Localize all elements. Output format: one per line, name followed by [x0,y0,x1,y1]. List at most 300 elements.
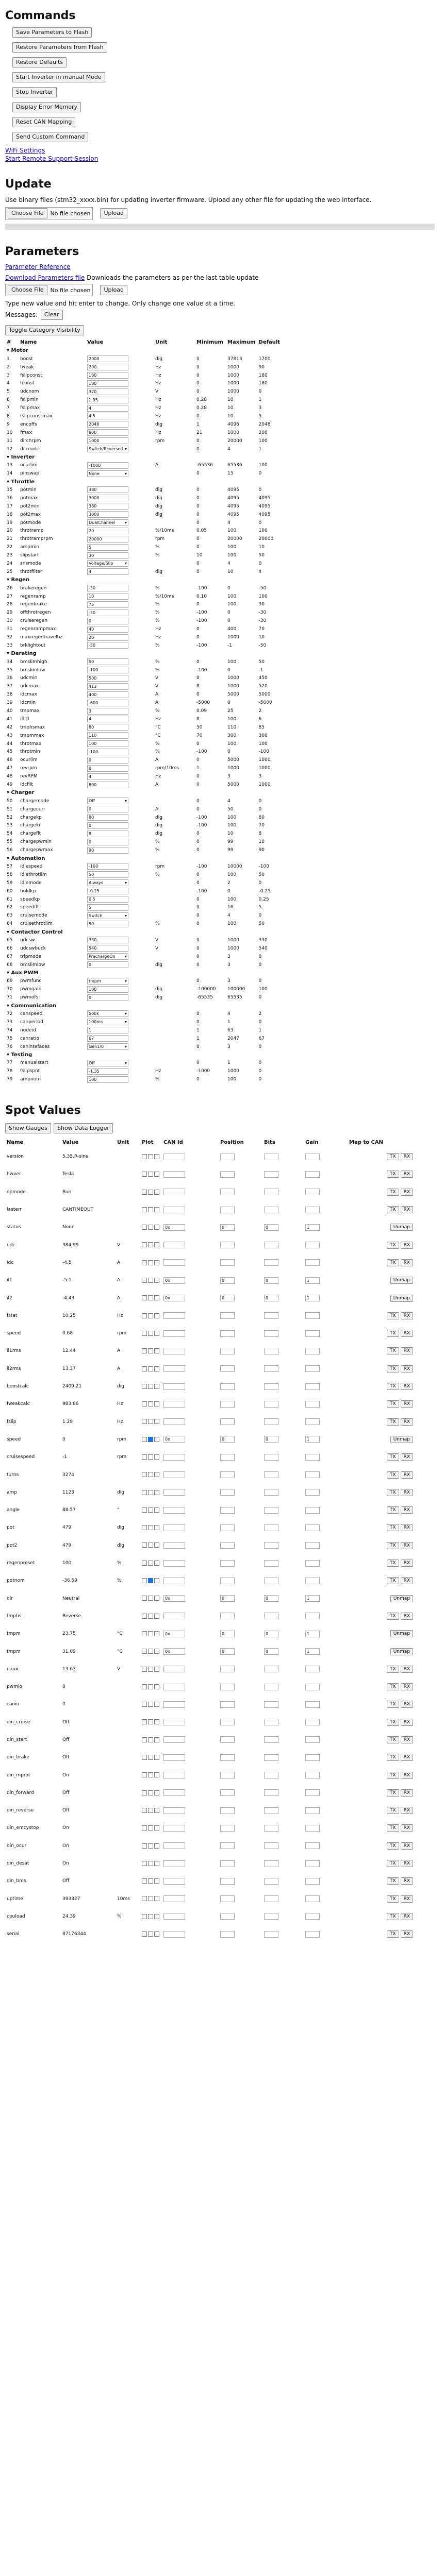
spot-can-input[interactable] [163,1454,185,1461]
parameter-value-input[interactable]: -0.25 [87,888,128,894]
spot-pos-input[interactable] [220,1719,235,1725]
spot-can-input[interactable] [163,1418,185,1425]
unmap-button[interactable]: Unmap [390,1295,413,1302]
plot-checkbox[interactable] [148,1561,153,1566]
spot-can-input[interactable]: 0x [163,1224,185,1231]
spot-pos-input[interactable] [220,1736,235,1743]
spot-bits-input[interactable] [264,1401,278,1408]
command-button[interactable]: Save Parameters to Flash [12,27,92,38]
spot-pos-input[interactable] [220,1207,235,1213]
map-rx-button[interactable]: RX [401,1683,413,1690]
spot-gain-input[interactable] [305,1719,320,1725]
command-button[interactable]: Restore Defaults [12,57,67,67]
parameter-value-input[interactable]: 3 [87,708,128,715]
spot-gain-input[interactable] [305,1489,320,1496]
parameter-value-input[interactable]: 2048 [87,421,128,428]
plot-checkbox[interactable] [142,1543,147,1548]
spot-bits-input[interactable] [264,1383,278,1390]
parameter-value-input[interactable]: 5 [87,544,128,551]
spot-bits-input[interactable] [264,1242,278,1248]
spot-bits-input[interactable] [264,1913,278,1920]
plot-checkbox[interactable] [142,1472,147,1477]
parameter-value-input[interactable]: 0.5 [87,896,128,903]
parameter-value-input[interactable]: 67 [87,1035,128,1042]
spot-pos-input[interactable]: 0 [220,1631,235,1637]
map-tx-button[interactable]: TX [387,1330,399,1337]
spot-pos-input[interactable] [220,1348,235,1354]
spot-gain-input[interactable]: 1 [305,1277,320,1284]
spot-gain-input[interactable] [305,1542,320,1549]
spot-bits-input[interactable]: 0 [264,1295,278,1301]
show-gauges-button[interactable]: Show Gauges [5,1123,51,1133]
spot-bits-input[interactable] [264,1931,278,1938]
parameters-choose-file-button[interactable]: Choose File [8,285,47,295]
parameter-value-input[interactable]: -50 [87,642,128,649]
spot-pos-input[interactable] [220,1189,235,1195]
command-button[interactable]: Restore Parameters from Flash [12,42,107,53]
parameter-category-row[interactable] [5,576,283,584]
plot-checkbox[interactable] [142,1808,147,1813]
parameter-value-input[interactable]: -1.35 [87,1068,128,1075]
parameter-value-select[interactable]: Gen1/0 ▾ [87,1043,128,1050]
parameter-value-select[interactable]: tmpm ▾ [87,978,128,985]
map-rx-button[interactable]: RX [401,1347,413,1354]
parameter-value-input[interactable]: 200 [87,364,128,370]
plot-checkbox[interactable] [142,1649,147,1654]
plot-checkbox[interactable] [142,1366,147,1371]
spot-gain-input[interactable] [305,1259,320,1266]
spot-bits-input[interactable] [264,1684,278,1690]
plot-checkbox[interactable] [148,1596,153,1601]
map-rx-button[interactable]: RX [401,1400,413,1408]
plot-checkbox[interactable] [148,1172,153,1177]
map-rx-button[interactable]: RX [401,1613,413,1620]
spot-gain-input[interactable] [305,1825,320,1832]
map-rx-button[interactable]: RX [401,1772,413,1779]
plot-checkbox[interactable] [154,1684,159,1689]
spot-can-input[interactable] [163,1471,185,1478]
spot-can-input[interactable] [163,1825,185,1832]
map-tx-button[interactable]: TX [387,1259,399,1266]
plot-checkbox[interactable] [142,1667,147,1672]
spot-can-input[interactable] [163,1207,185,1213]
parameter-value-input[interactable]: 40 [87,626,128,633]
spot-gain-input[interactable] [305,1895,320,1902]
parameter-value-input[interactable]: 0 [87,618,128,624]
plot-checkbox[interactable] [154,1207,159,1212]
plot-checkbox[interactable] [148,1154,153,1159]
map-rx-button[interactable]: RX [401,1701,413,1708]
plot-checkbox[interactable] [142,1384,147,1389]
spot-bits-input[interactable] [264,1789,278,1796]
parameter-value-input[interactable]: 0 [87,839,128,845]
spot-can-input[interactable]: 0x [163,1295,185,1301]
parameter-value-input[interactable]: 540 [87,945,128,952]
plot-checkbox[interactable] [154,1384,159,1389]
spot-bits-input[interactable] [264,1825,278,1832]
plot-checkbox[interactable] [142,1260,147,1265]
plot-checkbox[interactable] [142,1843,147,1849]
map-rx-button[interactable]: RX [401,1206,413,1213]
spot-pos-input[interactable]: 0 [220,1648,235,1655]
map-rx-button[interactable]: RX [401,1807,413,1814]
map-tx-button[interactable]: TX [387,1613,399,1620]
plot-checkbox[interactable] [154,1454,159,1460]
parameter-category-row[interactable] [5,928,283,936]
spot-can-input[interactable] [163,1154,185,1160]
spot-pos-input[interactable] [220,1860,235,1867]
spot-gain-input[interactable] [305,1171,320,1178]
spot-bits-input[interactable] [264,1719,278,1725]
map-rx-button[interactable]: RX [401,1506,413,1514]
spot-pos-input[interactable] [220,1772,235,1778]
map-rx-button[interactable]: RX [401,1171,413,1178]
parameter-value-input[interactable]: 330 [87,937,128,943]
update-choose-file-button[interactable]: Choose File [8,208,47,218]
spot-bits-input[interactable] [264,1524,278,1531]
map-tx-button[interactable]: TX [387,1189,399,1196]
spot-can-input[interactable] [163,1736,185,1743]
plot-checkbox[interactable] [154,1772,159,1777]
spot-pos-input[interactable] [220,1578,235,1584]
plot-checkbox[interactable] [148,1348,153,1353]
plot-checkbox[interactable] [154,1808,159,1813]
parameter-value-input[interactable]: 20 [87,634,128,641]
plot-checkbox[interactable] [142,1242,147,1247]
parameter-value-input[interactable]: 0 [87,806,128,812]
spot-pos-input[interactable] [220,1454,235,1461]
spot-bits-input[interactable] [264,1471,278,1478]
plot-checkbox[interactable] [148,1790,153,1795]
spot-pos-input[interactable] [220,1383,235,1390]
parameters-file-picker[interactable] [5,284,93,296]
parameter-value-input[interactable]: -600 [87,700,128,706]
parameter-reference-link[interactable]: Parameter Reference [5,263,71,270]
map-tx-button[interactable]: TX [387,1807,399,1814]
update-file-picker[interactable] [5,207,93,219]
plot-checkbox[interactable] [148,1507,153,1513]
plot-checkbox[interactable] [148,1755,153,1760]
plot-checkbox[interactable] [148,1543,153,1548]
plot-checkbox[interactable] [148,1313,153,1318]
map-rx-button[interactable]: RX [401,1453,413,1461]
parameter-value-input[interactable]: 10 [87,593,128,600]
map-tx-button[interactable]: TX [387,1560,399,1567]
spot-can-input[interactable] [163,1489,185,1496]
spot-gain-input[interactable] [305,1754,320,1761]
unmap-button[interactable]: Unmap [390,1630,413,1637]
parameter-value-input[interactable]: 800 [87,782,128,788]
map-rx-button[interactable]: RX [401,1860,413,1867]
plot-checkbox[interactable] [142,1614,147,1619]
spot-pos-input[interactable] [220,1878,235,1885]
map-rx-button[interactable]: RX [401,1489,413,1496]
clear-messages-button[interactable]: Clear [41,310,63,320]
spot-bits-input[interactable] [264,1418,278,1425]
plot-checkbox[interactable] [142,1561,147,1566]
command-button[interactable]: Reset CAN Mapping [12,117,75,127]
spot-can-input[interactable] [163,1524,185,1531]
spot-bits-input[interactable] [264,1154,278,1160]
parameter-value-input[interactable]: 1.35 [87,397,128,403]
plot-checkbox[interactable] [142,1525,147,1530]
parameter-value-input[interactable]: 50 [87,871,128,878]
parameter-value-input[interactable]: -100 [87,667,128,673]
map-tx-button[interactable]: TX [387,1789,399,1797]
plot-checkbox[interactable] [154,1278,159,1283]
toggle-category-visibility-button[interactable]: Toggle Category Visibility [5,325,84,335]
spot-bits-input[interactable] [264,1312,278,1319]
parameter-value-input[interactable]: 2000 [87,355,128,362]
spot-gain-input[interactable] [305,1189,320,1195]
plot-checkbox[interactable] [148,1490,153,1495]
map-rx-button[interactable]: RX [401,1577,413,1584]
map-tx-button[interactable]: TX [387,1365,399,1372]
plot-checkbox[interactable] [154,1172,159,1177]
parameter-value-input[interactable]: -1000 [87,462,128,469]
plot-checkbox[interactable] [142,1437,147,1442]
spot-pos-input[interactable] [220,1895,235,1902]
spot-pos-input[interactable] [220,1913,235,1920]
map-rx-button[interactable]: RX [401,1365,413,1372]
map-rx-button[interactable]: RX [401,1877,413,1885]
plot-checkbox[interactable] [148,1684,153,1689]
map-rx-button[interactable]: RX [401,1719,413,1726]
spot-bits-input[interactable] [264,1772,278,1778]
parameter-value-select[interactable]: Voltage/Slip ▾ [87,560,128,567]
spot-gain-input[interactable] [305,1789,320,1796]
parameter-value-select[interactable]: None ▾ [87,470,128,477]
spot-can-input[interactable] [163,1666,185,1672]
parameter-value-input[interactable]: 4 [87,773,128,780]
spot-can-input[interactable] [163,1860,185,1867]
spot-can-input[interactable] [163,1507,185,1514]
map-tx-button[interactable]: TX [387,1577,399,1584]
spot-pos-input[interactable] [220,1560,235,1567]
plot-checkbox[interactable] [154,1313,159,1318]
plot-checkbox[interactable] [142,1401,147,1406]
parameter-value-input[interactable]: 380 [87,503,128,510]
parameter-value-input[interactable]: 100 [87,1076,128,1083]
spot-pos-input[interactable] [220,1842,235,1849]
parameter-value-select[interactable]: Off ▾ [87,798,128,804]
map-rx-button[interactable]: RX [401,1471,413,1479]
map-tx-button[interactable]: TX [387,1930,399,1938]
map-rx-button[interactable]: RX [401,1789,413,1797]
plot-checkbox[interactable] [154,1401,159,1406]
parameter-category-row[interactable] [5,1050,283,1059]
spot-can-input[interactable]: 0x [163,1595,185,1602]
spot-bits-input[interactable] [264,1895,278,1902]
parameters-upload-button[interactable]: Upload [100,285,127,295]
spot-gain-input[interactable]: 1 [305,1436,320,1443]
plot-checkbox[interactable] [148,1278,153,1283]
plot-checkbox[interactable] [154,1490,159,1495]
plot-checkbox[interactable] [142,1719,147,1724]
parameter-value-input[interactable]: 100 [87,986,128,993]
map-rx-button[interactable]: RX [401,1383,413,1390]
spot-pos-input[interactable]: 0 [220,1595,235,1602]
plot-checkbox[interactable] [154,1419,159,1424]
map-tx-button[interactable]: TX [387,1877,399,1885]
command-link[interactable]: Start Remote Support Session [5,155,98,162]
parameter-value-input[interactable]: 5 [87,904,128,911]
map-rx-button[interactable]: RX [401,1930,413,1938]
spot-can-input[interactable] [163,1613,185,1619]
map-tx-button[interactable]: TX [387,1824,399,1832]
parameter-value-input[interactable]: 20000 [87,536,128,543]
plot-checkbox[interactable] [148,1242,153,1247]
map-tx-button[interactable]: TX [387,1719,399,1726]
plot-checkbox[interactable] [142,1278,147,1283]
spot-pos-input[interactable] [220,1242,235,1248]
spot-gain-input[interactable]: 1 [305,1224,320,1231]
unmap-button[interactable]: Unmap [390,1436,413,1443]
spot-bits-input[interactable]: 0 [264,1595,278,1602]
plot-checkbox[interactable] [154,1190,159,1195]
plot-checkbox[interactable] [148,1454,153,1460]
parameter-value-input[interactable]: 75 [87,601,128,608]
spot-can-input[interactable] [163,1754,185,1761]
map-tx-button[interactable]: TX [387,1913,399,1920]
spot-pos-input[interactable] [220,1666,235,1672]
plot-checkbox[interactable] [142,1225,147,1230]
plot-checkbox[interactable] [148,1861,153,1866]
plot-checkbox[interactable] [148,1649,153,1654]
spot-pos-input[interactable] [220,1471,235,1478]
plot-checkbox[interactable] [154,1667,159,1672]
plot-checkbox[interactable] [142,1861,147,1866]
plot-checkbox[interactable] [148,1772,153,1777]
parameter-value-input[interactable]: 4 [87,716,128,722]
map-tx-button[interactable]: TX [387,1666,399,1673]
map-tx-button[interactable]: TX [387,1542,399,1549]
plot-checkbox[interactable] [148,1914,153,1919]
spot-bits-input[interactable] [264,1560,278,1567]
parameter-value-input[interactable]: 110 [87,732,128,739]
spot-gain-input[interactable] [305,1913,320,1920]
spot-can-input[interactable] [163,1312,185,1319]
spot-bits-input[interactable] [264,1666,278,1672]
map-tx-button[interactable]: TX [387,1754,399,1761]
spot-can-input[interactable] [163,1931,185,1938]
spot-pos-input[interactable]: 0 [220,1295,235,1301]
map-rx-button[interactable]: RX [401,1542,413,1549]
spot-bits-input[interactable] [264,1578,278,1584]
map-rx-button[interactable]: RX [401,1824,413,1832]
spot-pos-input[interactable] [220,1418,235,1425]
plot-checkbox[interactable] [148,1331,153,1336]
spot-pos-input[interactable] [220,1754,235,1761]
spot-gain-input[interactable]: 1 [305,1295,320,1301]
plot-checkbox[interactable] [148,1719,153,1724]
map-rx-button[interactable]: RX [401,1895,413,1903]
plot-checkbox[interactable] [154,1295,159,1300]
map-tx-button[interactable]: TX [387,1383,399,1390]
spot-pos-input[interactable] [220,1701,235,1708]
spot-pos-input[interactable] [220,1259,235,1266]
parameter-category-row[interactable] [5,453,283,461]
map-rx-button[interactable]: RX [401,1330,413,1337]
spot-can-input[interactable] [163,1719,185,1725]
parameter-value-input[interactable]: 0 [87,757,128,764]
plot-checkbox[interactable] [154,1472,159,1477]
parameter-value-select[interactable]: 100ms ▾ [87,1019,128,1025]
map-tx-button[interactable]: TX [387,1171,399,1178]
map-tx-button[interactable]: TX [387,1347,399,1354]
spot-can-input[interactable] [163,1684,185,1690]
plot-checkbox[interactable] [154,1366,159,1371]
parameter-value-input[interactable]: 1 [87,1027,128,1033]
spot-gain-input[interactable] [305,1701,320,1708]
map-tx-button[interactable]: TX [387,1453,399,1461]
plot-checkbox[interactable] [142,1631,147,1636]
map-rx-button[interactable]: RX [401,1189,413,1196]
parameter-category-row[interactable] [5,789,283,797]
spot-pos-input[interactable] [220,1542,235,1549]
spot-can-input[interactable] [163,1365,185,1372]
map-tx-button[interactable]: TX [387,1312,399,1319]
parameter-value-input[interactable]: 413 [87,683,128,690]
plot-checkbox[interactable] [154,1543,159,1548]
plot-checkbox[interactable] [142,1207,147,1212]
parameter-value-input[interactable]: -30 [87,609,128,616]
command-link[interactable]: WiFi Settings [5,147,45,154]
spot-can-input[interactable] [163,1913,185,1920]
spot-gain-input[interactable] [305,1578,320,1584]
spot-can-input[interactable]: 0x [163,1648,185,1655]
parameter-value-input[interactable]: 370 [87,388,128,395]
plot-checkbox[interactable] [142,1454,147,1460]
spot-bits-input[interactable] [264,1736,278,1743]
spot-pos-input[interactable] [220,1825,235,1832]
spot-gain-input[interactable] [305,1772,320,1778]
parameter-value-input[interactable]: 0 [87,822,128,829]
map-tx-button[interactable]: TX [387,1701,399,1708]
map-rx-button[interactable]: RX [401,1259,413,1266]
unmap-button[interactable]: Unmap [390,1595,413,1602]
plot-checkbox[interactable] [142,1790,147,1795]
parameter-value-input[interactable]: 4 [87,568,128,575]
map-rx-button[interactable]: RX [401,1524,413,1531]
plot-checkbox[interactable] [154,1755,159,1760]
spot-gain-input[interactable]: 1 [305,1595,320,1602]
plot-checkbox[interactable] [148,1843,153,1849]
parameter-value-select[interactable]: Always ▾ [87,879,128,886]
spot-can-input[interactable] [163,1171,185,1178]
parameter-value-input[interactable]: 1000 [87,437,128,444]
spot-pos-input[interactable] [220,1489,235,1496]
plot-checkbox[interactable] [142,1295,147,1300]
spot-bits-input[interactable] [264,1878,278,1885]
spot-pos-input[interactable] [220,1807,235,1814]
plot-checkbox[interactable] [148,1931,153,1937]
plot-checkbox[interactable] [148,1401,153,1406]
plot-checkbox[interactable] [154,1154,159,1159]
plot-checkbox[interactable] [154,1578,159,1583]
plot-checkbox[interactable] [148,1437,153,1442]
plot-checkbox[interactable] [154,1242,159,1247]
plot-checkbox[interactable] [154,1348,159,1353]
spot-can-input[interactable] [163,1348,185,1354]
map-rx-button[interactable]: RX [401,1312,413,1319]
parameter-value-input[interactable]: 380 [87,486,128,493]
map-rx-button[interactable]: RX [401,1560,413,1567]
spot-gain-input[interactable] [305,1684,320,1690]
parameter-value-input[interactable]: 90 [87,847,128,854]
parameter-value-input[interactable]: 50 [87,921,128,927]
parameter-value-input[interactable]: 3000 [87,495,128,501]
